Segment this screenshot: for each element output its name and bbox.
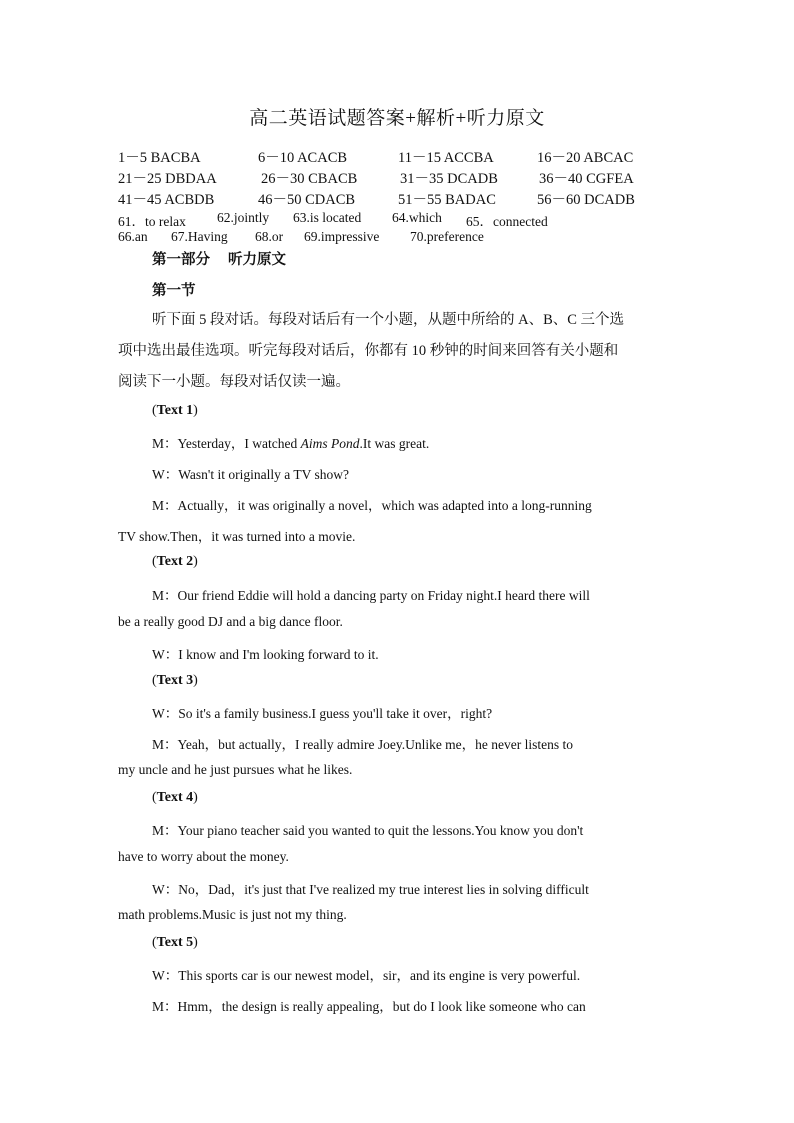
dialogue-line: W：So it's a family business.I guess you'll take it over，right? [152, 706, 493, 721]
answer-group: 56－60 DCADB [537, 192, 635, 208]
part-heading-number: 第一部分 [152, 252, 210, 268]
dialogue-line: math problems.Music is just not my thing. [118, 907, 347, 922]
dialogue-line: my uncle and he just pursues what he likes. [118, 762, 353, 777]
answer-group: 51－55 BADAC [398, 192, 496, 208]
text-label: (Text 2) [152, 554, 198, 569]
instruction-line: 听下面 5 段对话。每段对话后有一个小题，从题中所给的 A、B、C 三个选 [152, 312, 625, 328]
dialogue-line: M：Actually，it was originally a novel，which was adapted into a long-running [152, 498, 592, 513]
part-heading [152, 248, 286, 269]
fill-answer: 61．to relax [118, 214, 186, 229]
text-label: (Text 1) [152, 403, 198, 418]
dialogue-line: M：Hmm，the design is really appealing，but do I look like someone who can [152, 999, 586, 1014]
answer-group: 6－10 ACACB [258, 150, 348, 166]
section-heading: 第一节 [152, 283, 196, 299]
instruction-line: 项中选出最佳选项。听完每段对话后，你都有 10 秒钟的时间来回答有关小题和 [118, 343, 619, 359]
fill-answer: 70.preference [410, 229, 484, 244]
fill-answer: 69.impressive [304, 229, 380, 244]
text-label: (Text 3) [152, 673, 198, 688]
dialogue-line: W：This sports car is our newest model，sir，and its engine is very powerful. [152, 968, 581, 983]
answer-group: 46－50 CDACB [258, 192, 356, 208]
dialogue-line: have to worry about the money. [118, 849, 289, 864]
dialogue-line: TV show.Then，it was turned into a movie. [118, 529, 356, 544]
instruction-line: 阅读下一小题。每段对话仅读一遍。 [118, 374, 350, 390]
fill-answer: 65．connected [466, 214, 548, 229]
fill-answer: 66.an [118, 229, 148, 244]
text-label: (Text 5) [152, 935, 198, 950]
answer-group: 1－5 BACBA [118, 150, 201, 166]
dialogue-line: M：Your piano teacher said you wanted to quit the lessons.You know you don't [152, 823, 584, 838]
answer-group: 26－30 CBACB [261, 171, 358, 187]
dialogue-line: be a really good DJ and a big dance floor. [118, 614, 343, 629]
answer-group: 31－35 DCADB [400, 171, 498, 187]
fill-answer: 67.Having [171, 229, 228, 244]
part-heading-title: 听力原文 [228, 252, 286, 268]
dialogue-line: M：Our friend Eddie will hold a dancing party on Friday night.I heard there will [152, 588, 590, 603]
answer-group: 16－20 ABCAC [537, 150, 634, 166]
title-italic: Aims Pond [300, 436, 360, 451]
fill-answer: 68.or [255, 229, 284, 244]
dialogue-line: M：Yeah，but actually，I really admire Joey.Unlike me，he never listens to [152, 737, 574, 752]
fill-answer: 64.which [392, 210, 442, 225]
fill-answer: 63.is located [293, 210, 362, 225]
page-title: 高二英语试题答案+解析+听力原文 [249, 108, 545, 129]
dialogue-line: M：Yesterday，I watched Aims Pond.It was great. [152, 436, 430, 451]
answer-group: 21－25 DBDAA [118, 171, 217, 187]
answer-group: 41－45 ACBDB [118, 192, 215, 208]
dialogue-line: W：No，Dad，it's just that I've realized my true interest lies in solving difficult [152, 882, 589, 897]
text-label: (Text 4) [152, 790, 198, 805]
fill-answer: 62.jointly [217, 210, 270, 225]
answer-group: 36－40 CGFEA [539, 171, 634, 187]
dialogue-line: W：Wasn't it originally a TV show? [152, 467, 349, 482]
dialogue-line: W：I know and I'm looking forward to it. [152, 647, 379, 662]
answer-group: 11－15 ACCBA [398, 150, 494, 166]
